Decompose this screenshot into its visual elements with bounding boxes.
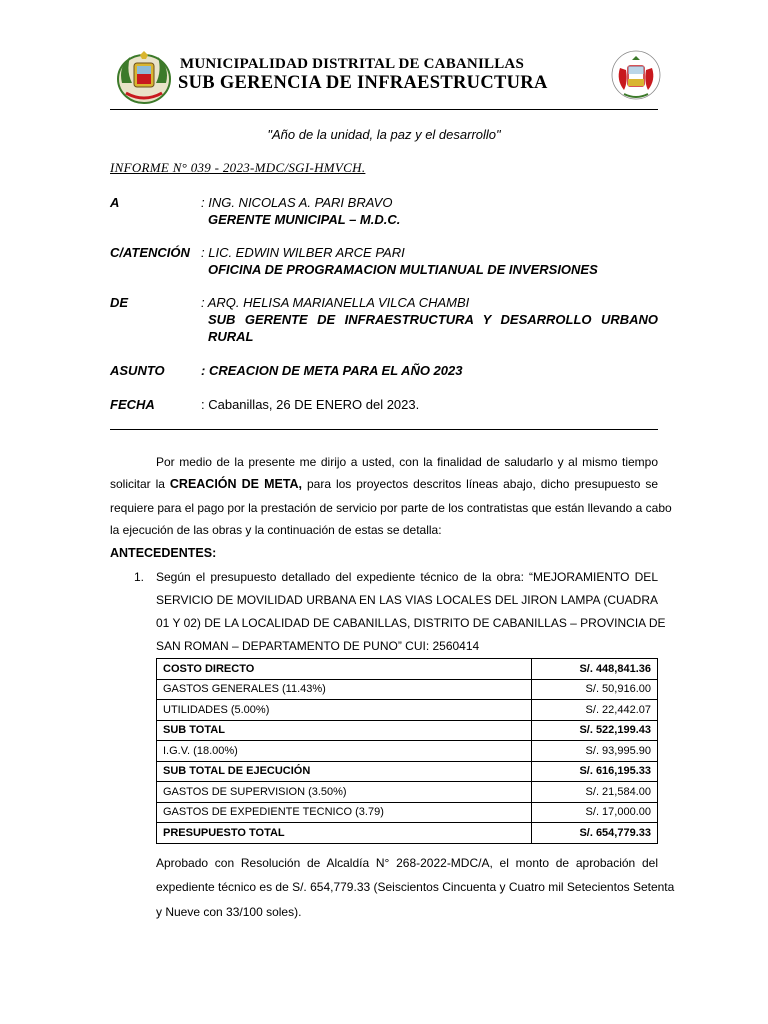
department-name: SUB GERENCIA DE INFRAESTRUCTURA xyxy=(178,73,548,93)
body-paragraph-line: la ejecución de las obras y la continuación de estas se detalla: xyxy=(110,523,442,537)
table-row xyxy=(157,720,658,741)
budget-concept-cell: GASTOS DE SUPERVISION (3.50%) xyxy=(157,782,532,803)
table-row xyxy=(157,679,658,700)
field-value-a: : ING. NICOLAS A. PARI BRAVO xyxy=(201,195,393,210)
body-paragraph-line: requiere para el pago por la prestación de servicio por parte de los contratistas que están llevando a cabo xyxy=(110,501,672,515)
budget-concept-cell: SUB TOTAL xyxy=(157,720,532,741)
field-label-de: DE xyxy=(110,295,129,310)
body-paragraph-line: Por medio de la presente me dirijo a usted, con la finalidad de saludarlo y al mismo tiempo xyxy=(156,455,658,469)
field-sub-atencion: OFICINA DE PROGRAMACION MULTIANUAL DE INVERSIONES xyxy=(208,262,598,277)
year-motto: "Año de la unidad, la paz y el desarrollo" xyxy=(267,127,501,142)
section-heading-antecedentes: ANTECEDENTES: xyxy=(110,546,217,560)
field-label-fecha: FECHA xyxy=(110,397,155,412)
table-row xyxy=(157,741,658,762)
list-item-line: 01 Y 02) DE LA LOCALIDAD DE CABANILLAS, DISTRITO DE CABANILLAS – PROVINCIA DE xyxy=(156,616,666,630)
budget-amount-cell: S/. 522,199.43 xyxy=(532,720,658,741)
budget-amount-cell: S/. 448,841.36 xyxy=(532,659,658,680)
approval-text-line: expediente técnico es de S/. 654,779.33 (Seiscientos Cincuenta y Cuatro mil Setecientos Setenta xyxy=(156,880,675,894)
table-row xyxy=(157,823,658,844)
budget-amount-cell: S/. 22,442.07 xyxy=(532,700,658,721)
field-value-asunto: : CREACION DE META PARA EL AÑO 2023 xyxy=(201,363,463,378)
report-number: INFORME N° 039 - 2023-MDC/SGI-HMVCH. xyxy=(110,160,366,175)
budget-concept-cell: PRESUPUESTO TOTAL xyxy=(157,823,532,844)
field-sub-de-line2: RURAL xyxy=(208,329,254,344)
institution-name: MUNICIPALIDAD DISTRITAL DE CABANILLAS xyxy=(180,56,524,72)
table-row xyxy=(157,700,658,721)
budget-amount-cell: S/. 17,000.00 xyxy=(532,802,658,823)
budget-concept-cell: GASTOS DE EXPEDIENTE TECNICO (3.79) xyxy=(157,802,532,823)
field-value-atencion: : LIC. EDWIN WILBER ARCE PARI xyxy=(201,245,405,260)
field-value-fecha: : Cabanillas, 26 DE ENERO del 2023. xyxy=(201,397,420,412)
table-row xyxy=(157,761,658,782)
body-text: solicitar la xyxy=(110,477,170,491)
table-row xyxy=(157,782,658,803)
header-divider xyxy=(110,109,658,110)
budget-concept-cell: GASTOS GENERALES (11.43%) xyxy=(157,679,532,700)
field-label-a: A xyxy=(110,195,120,210)
budget-concept-cell: COSTO DIRECTO xyxy=(157,659,532,680)
table-row xyxy=(157,659,658,680)
field-sub-de-line1: SUB GERENTE DE INFRAESTRUCTURA Y DESARROLLO URBANO xyxy=(208,312,658,327)
budget-amount-cell: S/. 93,995.90 xyxy=(532,741,658,762)
list-item-line: Según el presupuesto detallado del expediente técnico de la obra: “MEJORAMIENTO DEL xyxy=(156,570,658,584)
budget-concept-cell: SUB TOTAL DE EJECUCIÓN xyxy=(157,761,532,782)
body-text: para los proyectos descritos líneas abajo, dicho presupuesto se xyxy=(302,477,659,491)
body-paragraph-line xyxy=(110,477,658,491)
budget-amount-cell: S/. 654,779.33 xyxy=(532,823,658,844)
national-coat-of-arms-seal xyxy=(610,46,662,104)
approval-text-line: Aprobado con Resolución de Alcaldía N° 268-2022-MDC/A, el monto de aprobación del xyxy=(156,856,658,870)
budget-concept-cell: UTILIDADES (5.00%) xyxy=(157,700,532,721)
list-item-line: SERVICIO DE MOVILIDAD URBANA EN LAS VIAS LOCALES DEL JIRON LAMPA (CUADRA xyxy=(156,593,658,607)
budget-amount-cell: S/. 21,584.00 xyxy=(532,782,658,803)
body-emphasis: CREACIÓN DE META, xyxy=(169,477,303,491)
list-number: 1. xyxy=(134,570,145,584)
table-row xyxy=(157,802,658,823)
budget-amount-cell: S/. 50,916.00 xyxy=(532,679,658,700)
field-sub-a: GERENTE MUNICIPAL – M.D.C. xyxy=(208,212,401,227)
header-fields-divider xyxy=(110,429,658,430)
field-label-asunto: ASUNTO xyxy=(110,363,165,378)
approval-text-line: y Nueve con 33/100 soles). xyxy=(156,905,302,919)
field-label-atencion: C/ATENCIÓN xyxy=(110,245,190,260)
budget-amount-cell: S/. 616,195.33 xyxy=(532,761,658,782)
budget-concept-cell: I.G.V. (18.00%) xyxy=(157,741,532,762)
field-value-de: : ARQ. HELISA MARIANELLA VILCA CHAMBI xyxy=(201,295,470,310)
budget-table xyxy=(156,658,658,844)
municipal-crest-logo xyxy=(116,49,172,105)
list-item-line: SAN ROMAN – DEPARTAMENTO DE PUNO” CUI: 2560414 xyxy=(156,639,480,653)
